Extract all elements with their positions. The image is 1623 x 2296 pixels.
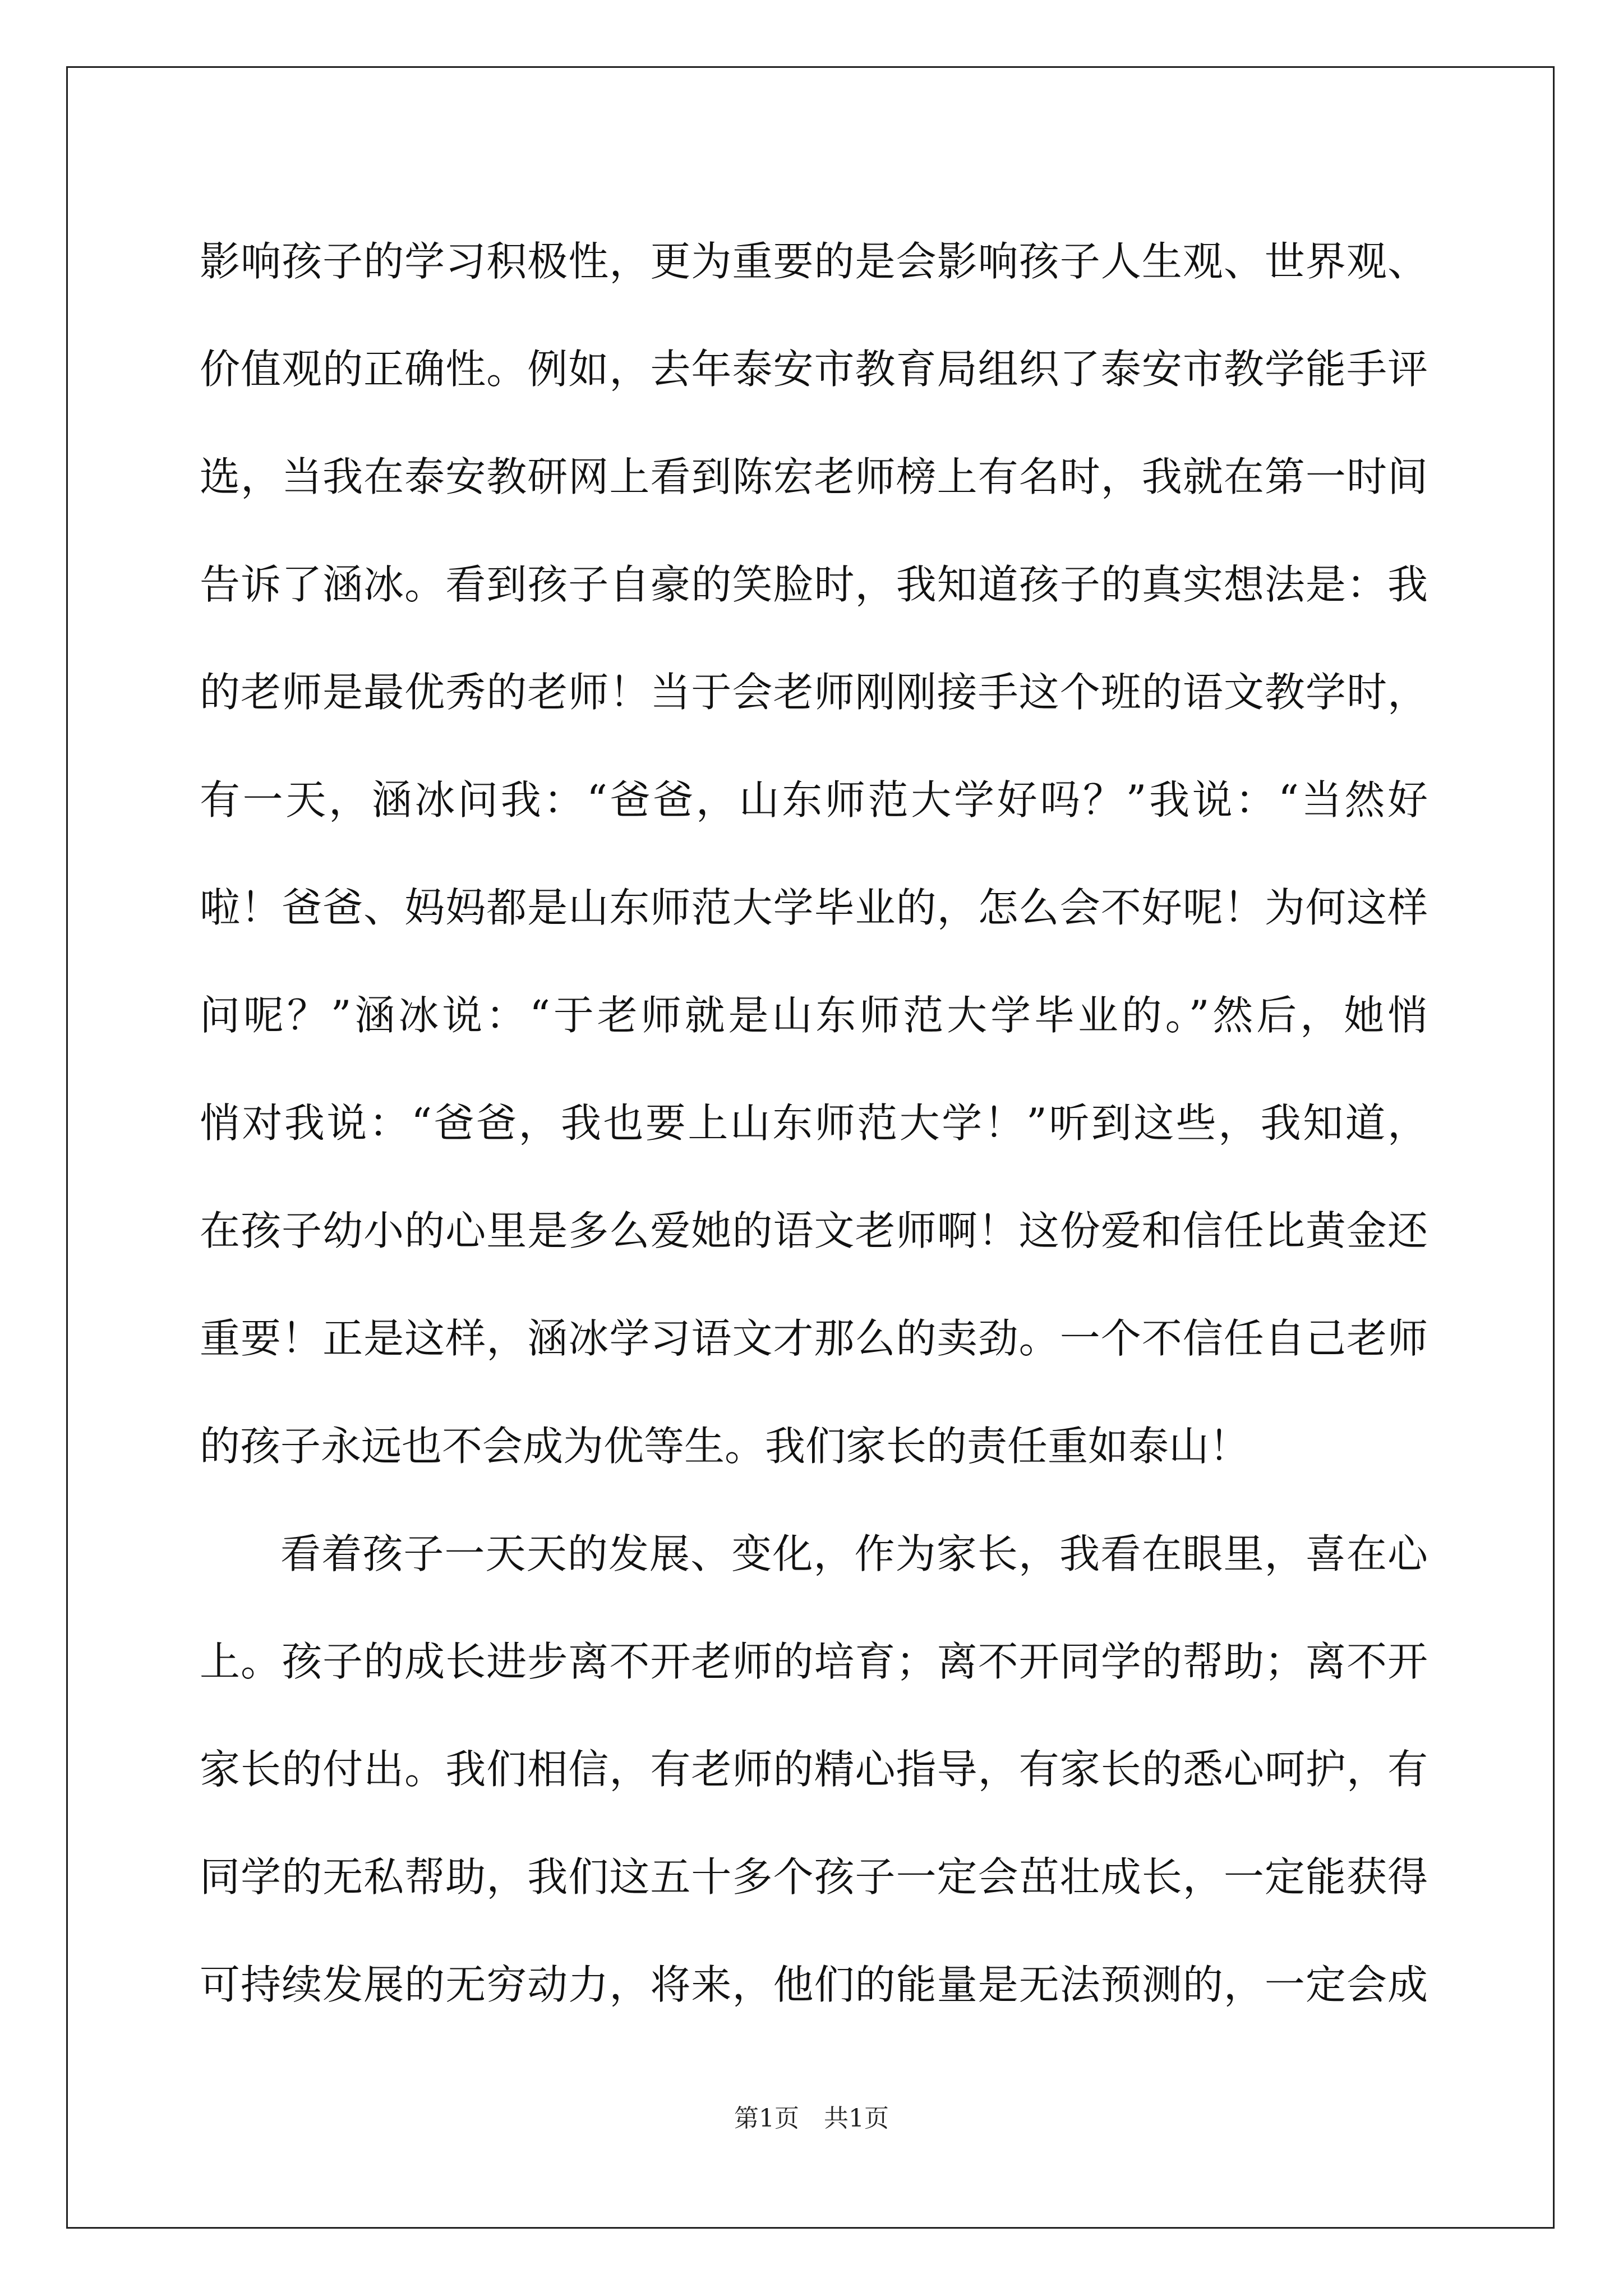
page-number-footer: 第1页 共1页	[734, 2104, 889, 2133]
paragraph-1-line-4: 告诉了涵冰。看到孩子自豪的笑脸时，我知道孩子的真实想法是：我	[200, 561, 1428, 608]
paragraph-1-line-10: 在孩子幼小的心里是多么爱她的语文老师啊！这份爱和信任比黄金还	[200, 1207, 1428, 1254]
paragraph-2-line-5: 可持续发展的无穷动力，将来，他们的能量是无法预测的，一定会成	[200, 1961, 1428, 2008]
paragraph-1-line-7: 啦！爸爸、妈妈都是山东师范大学毕业的，怎么会不好呢！为何这样	[200, 884, 1428, 931]
paragraph-1-line-12: 的孩子永远也不会成为优等生。我们家长的责任重如泰山！	[200, 1423, 1250, 1470]
paragraph-1-line-6: 有一天，涵冰问我：“爸爸，山东师范大学好吗？”我说：“当然好	[200, 776, 1428, 823]
paragraph-2-line-2: 上。孩子的成长进步离不开老师的培育；离不开同学的帮助；离不开	[200, 1638, 1428, 1685]
document-body	[200, 208, 1428, 2039]
paragraph-2-line-4: 同学的无私帮助，我们这五十多个孩子一定会茁壮成长，一定能获得	[200, 1853, 1428, 1901]
paragraph-1-line-8: 问呢？”涵冰说：“于老师就是山东师范大学毕业的。”然后，她悄	[200, 992, 1428, 1039]
paragraph-1-line-2: 价值观的正确性。例如，去年泰安市教育局组织了泰安市教学能手评	[200, 346, 1428, 393]
paragraph-1-line-1: 影响孩子的学习积极性，更为重要的是会影响孩子人生观、世界观、	[200, 238, 1428, 285]
paragraph-2-line-1: 看着孩子一天天的发展、变化，作为家长，我看在眼里，喜在心	[280, 1530, 1428, 1577]
paragraph-1-line-9: 悄对我说：“爸爸，我也要上山东师范大学！”听到这些，我知道，	[200, 1099, 1428, 1147]
paragraph-1-line-11: 重要！正是这样，涵冰学习语文才那么的卖劲。一个不信任自己老师	[200, 1315, 1428, 1362]
paragraph-2-line-3: 家长的付出。我们相信，有老师的精心指导，有家长的悉心呵护，有	[200, 1746, 1428, 1793]
paragraph-1-line-3: 选，当我在泰安教研网上看到陈宏老师榜上有名时，我就在第一时间	[200, 453, 1428, 500]
paragraph-1-line-5: 的老师是最优秀的老师！当于会老师刚刚接手这个班的语文教学时，	[200, 669, 1428, 716]
